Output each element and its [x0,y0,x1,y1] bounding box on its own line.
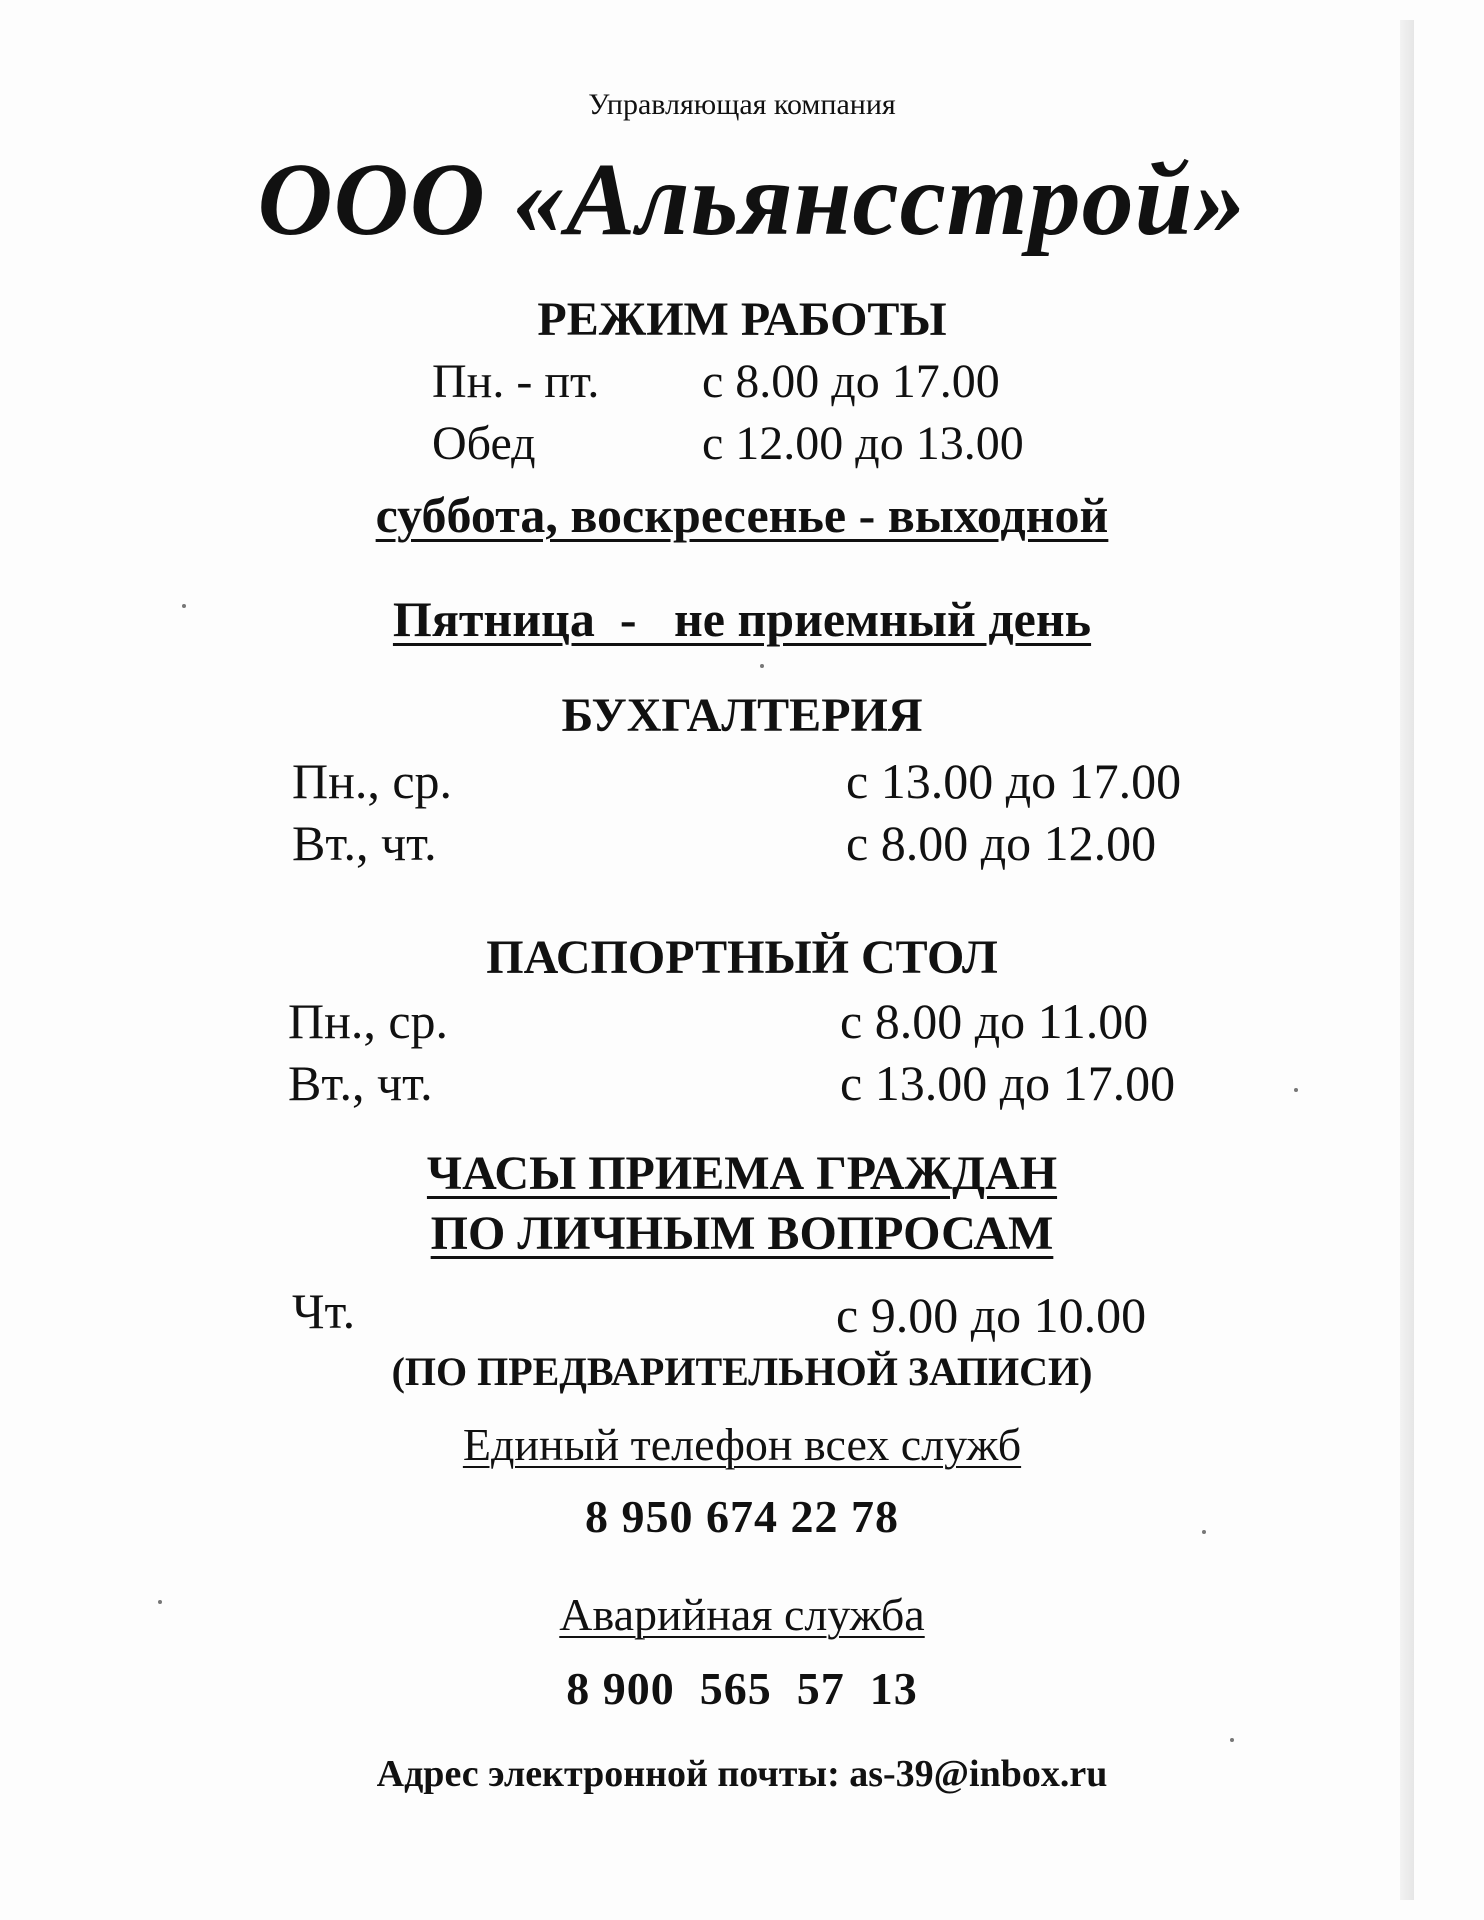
passport-time-2: с 13.00 до 17.00 [840,1055,1176,1111]
scan-speck [182,604,186,608]
passport-day-2: Вт., чт. [288,1055,433,1111]
reception-note: (ПО ПРЕДВАРИТЕЛЬНОЙ ЗАПИСИ) [391,1349,1093,1394]
email-line: Адрес электронной почты: as-39@inbox.ru [376,1753,1108,1795]
emergency-phone: 8 900 565 57 13 [566,1663,918,1714]
phone-label: Единый телефон всех служб [462,1419,1022,1470]
reception-title-line-1: ЧАСЫ ПРИЕМА ГРАЖДАН [426,1147,1058,1200]
work-mode-day-2: Обед [432,417,536,470]
accounting-time-2: с 8.00 до 12.00 [846,815,1157,871]
accounting-day-2: Вт., чт. [292,815,437,871]
reception-time: с 9.00 до 10.00 [836,1287,1147,1343]
work-mode-time-2: с 12.00 до 13.00 [702,417,1024,470]
scan-speck [760,664,764,668]
scan-speck [158,1600,162,1604]
emergency-label: Аварийная служба [559,1589,925,1640]
work-mode-title: РЕЖИМ РАБОТЫ [537,293,947,346]
passport-time-1: с 8.00 до 11.00 [840,993,1149,1049]
reception-title-line-2: ПО ЛИЧНЫМ ВОПРОСАМ [430,1207,1054,1260]
accounting-day-1: Пн., ср. [292,753,453,809]
weekend-notice: суббота, воскресенье - выходной [375,487,1109,543]
phone-number: 8 950 674 22 78 [585,1491,899,1542]
company-name: ООО «Альянсстрой» [257,142,1247,257]
work-mode-day-1: Пн. - пт. [432,355,600,408]
scan-speck [1202,1530,1206,1534]
accounting-title: БУХГАЛТЕРИЯ [561,689,923,742]
work-mode-time-1: с 8.00 до 17.00 [702,355,1000,408]
scan-speck [1230,1738,1234,1742]
reception-day: Чт. [292,1283,356,1339]
passport-title: ПАСПОРТНЫЙ СТОЛ [486,931,998,984]
accounting-time-1: с 13.00 до 17.00 [846,753,1182,809]
passport-day-1: Пн., ср. [288,993,449,1049]
friday-notice: Пятница - не приемный день [392,591,1092,647]
scan-speck [1294,1088,1298,1092]
header-subtitle: Управляющая компания [588,88,896,121]
